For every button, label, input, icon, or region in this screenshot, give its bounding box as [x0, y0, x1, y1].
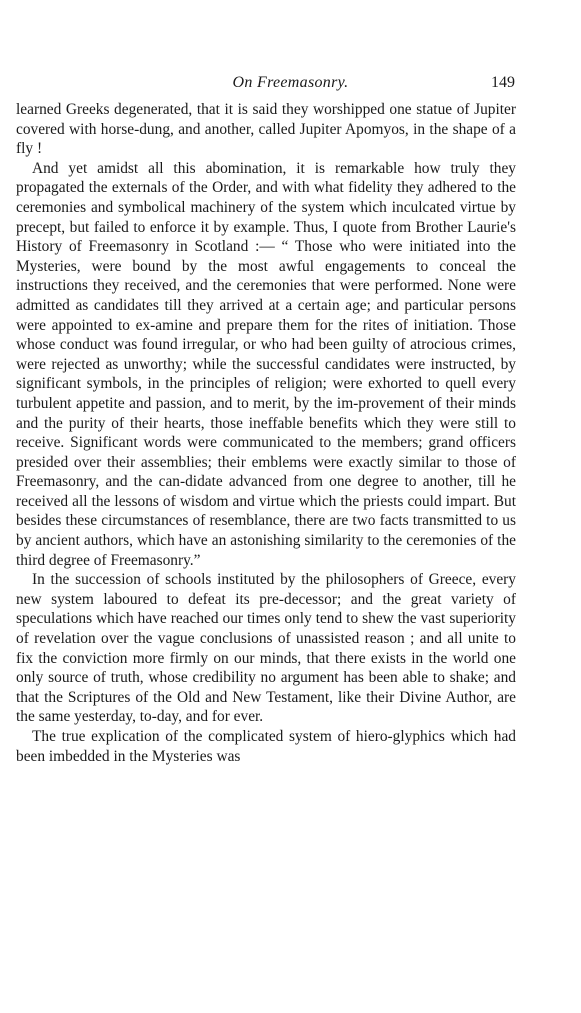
- paragraph: The true explication of the complicated system of hiero-glyphics which had been imbedded in the Mysteries was: [16, 728, 516, 765]
- paragraph: learned Greeks degenerated, that it is said they worshipped one statue of Jupiter covered with horse-dung, and another, called Jupiter Apomyos, in the shape of a fly !: [16, 101, 516, 158]
- body-text: [16, 100, 516, 766]
- running-head: [0, 74, 581, 96]
- page-number: 149: [491, 74, 515, 91]
- paragraph: In the succession of schools instituted by the philosophers of Greece, every new system laboured to defeat its pre-decessor; and the great variety of speculations which have reached our times only tend to shew the vast superiority of revelation over the vague conclusions of unassisted reason ; and all unite to fix the conviction more firmly on our minds, that there exists in the world one only source of truth, whose credibility no argument has been able to shake; and that the Scriptures of the Old and New Testament, like their Divine Author, are the same yesterday, to-day, and for ever.: [16, 571, 516, 726]
- running-title: On Freemasonry.: [232, 74, 349, 91]
- paragraph: And yet amidst all this abomination, it is remarkable how truly they propagated the externals of the Order, and with what fidelity they adhered to the ceremonies and symbolical machinery of the system which inculcated virtue by precept, but failed to enforce it by example. Thus, I quote from Brother Laurie's History of Freemasonry in Scotland :— “ Those who were initiated into the Mysteries, were bound by the most awful engagements to conceal the instructions they received, and the ceremonies that were performed. None were admitted as candidates till they arrived at a certain age; and particular persons were appointed to ex-amine and prepare them for the rites of initiation. Those whose conduct was found irregular, or who had been guilty of atrocious crimes, were rejected as unworthy; while the successful candidates were instructed, by significant symbols, in the principles of religion; were exhorted to quell every turbulent appetite and passion, and to merit, by the im-provement of their minds and the purity of their hearts, those ineffable benefits which they were still to receive. Significant words were communicated to the members; grand officers presided over their assemblies; their emblems were exactly similar to those of Freemasonry, and the can-didate advanced from one degree to another, till he received all the lessons of wisdom and virtue which the priests could impart. But besides these circumstances of resemblance, there are two facts transmitted to us by ancient authors, which have an astonishing similarity to the ceremonies of the third degree of Freemasonry.”: [16, 159, 516, 569]
